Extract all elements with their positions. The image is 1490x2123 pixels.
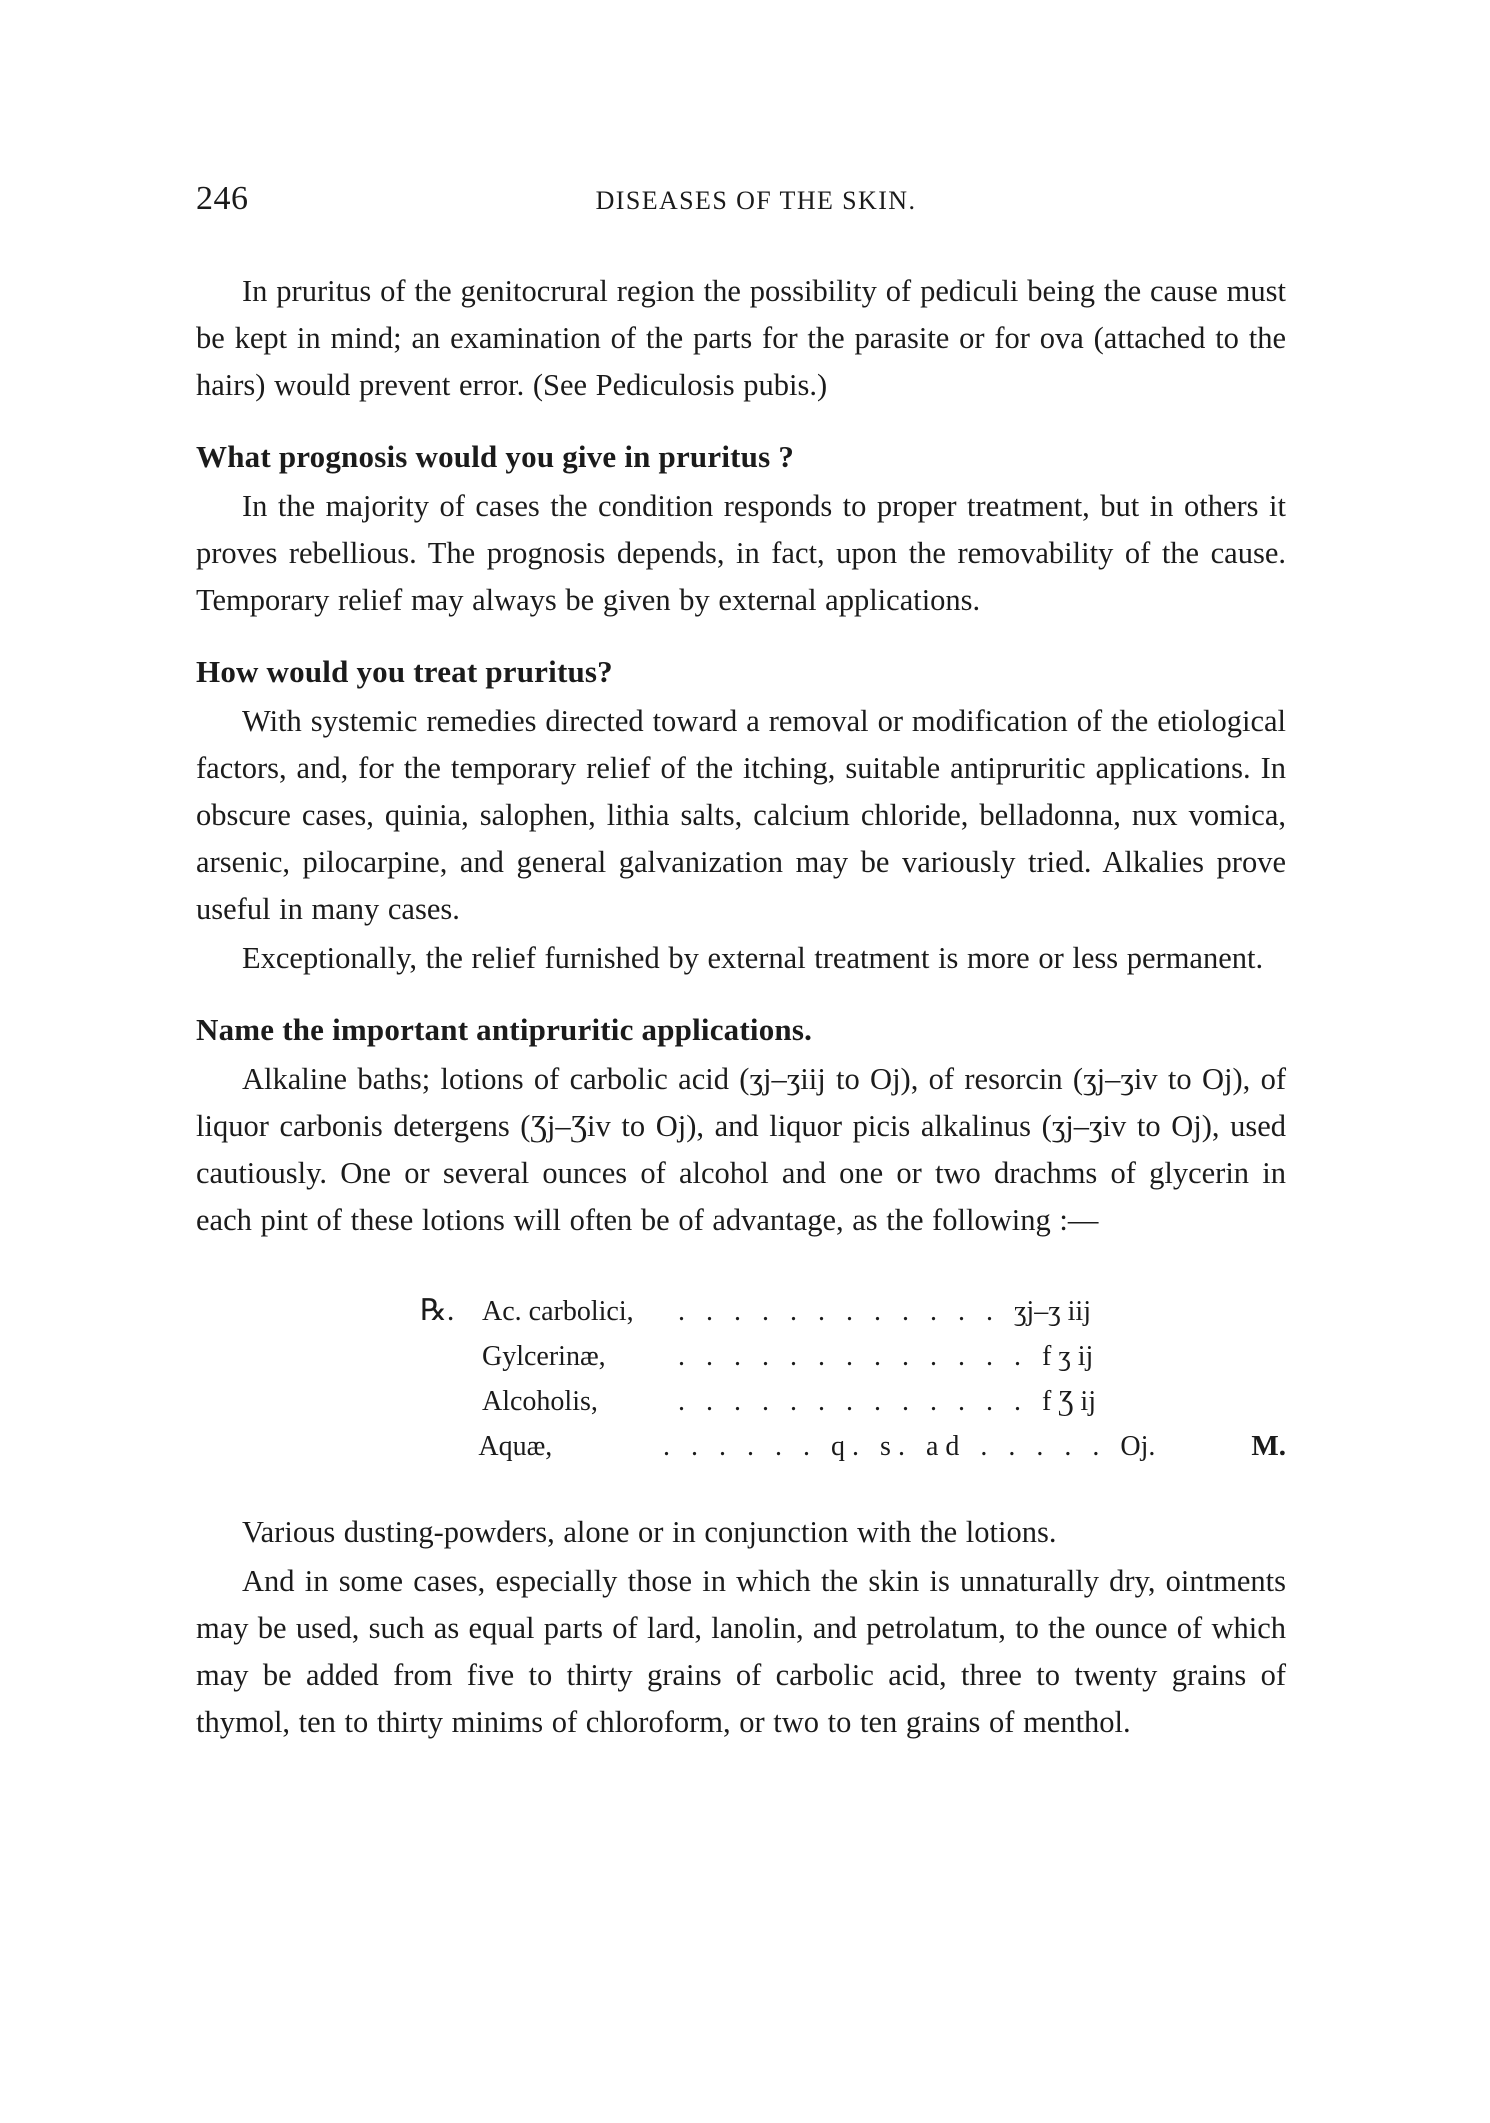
paragraph-pruritus-genitocrural: In pruritus of the genitocrural region the possibility of pediculi being the cause must be kept in mind; an examination of the parts for the parasite or for ova (attached to the hairs) would prevent error. (See Pediculosis pubis.)	[196, 274, 1286, 402]
rx-dose: Oj.	[1120, 1431, 1156, 1462]
prescription-block	[196, 1288, 1286, 1469]
prescription-row	[420, 1288, 1286, 1334]
prescription-row	[420, 1379, 1286, 1424]
rx-leader-dots: . . . . . . . . . . . .	[678, 1296, 1000, 1327]
rx-dose: f ʒ ij	[1042, 1341, 1094, 1372]
running-head: DISEASES OF THE SKIN.	[595, 186, 917, 215]
rx-leader-dots: . . . . . . . . . . . . .	[678, 1386, 1028, 1417]
rx-ingredient: Ac. carbolici,	[482, 1296, 634, 1327]
rx-dose: f Ʒ ij	[1042, 1386, 1096, 1417]
paragraph-treatment-answer: With systemic remedies directed toward a removal or modification of the etiological factors, and, for the temporary relief of the itching, suitable antipruritic applications. In obscure cases, quinia, salophen, lithia salts, calcium chloride, belladonna, nux vomica, arsenic, pilocarpine, and general galvanization may be variously tried. Alkalies prove useful in many cases.	[196, 704, 1286, 926]
question-treatment: How would you treat pruritus?	[196, 654, 613, 689]
rx-ingredient: Gylcerinæ,	[482, 1341, 606, 1372]
paragraph-alkaline-baths: Alkaline baths; lotions of carbolic acid (ʒj–ʒiij to Oj), of resorcin (ʒj–ʒiv to Oj), of liquor carbonis detergens (Ʒj–Ʒiv to Oj), and liquor picis alkalinus (ʒj–ʒiv to Oj), used cautiously. One or several ounces of alcohol and one or two drachms of glycerin in each pint of these lotions will often be of advantage, as the following :—	[196, 1062, 1286, 1237]
paragraph-prognosis-answer: In the majority of cases the condition responds to proper treatment, but in others it proves rebellious. The prognosis depends, in fact, upon the removability of the cause. Temporary relief may always be given by external applications.	[196, 489, 1286, 617]
rx-dose: ʒj–ʒ iij	[1014, 1296, 1091, 1327]
question-prognosis: What prognosis would you give in pruritus ?	[196, 439, 795, 474]
page-content	[196, 180, 1286, 1748]
prescription-row	[420, 1334, 1286, 1379]
question-antipruritic-applications: Name the important antipruritic applications.	[196, 1012, 813, 1047]
page-number: 246	[196, 180, 249, 217]
rx-ingredient: Aquæ,	[478, 1431, 553, 1462]
rx-ingredient: Alcoholis,	[482, 1386, 598, 1417]
rx-leader-dots: . . . . . . q. s. ad . . . . .	[663, 1431, 1107, 1462]
page-header	[196, 180, 1286, 226]
paragraph-ointments: And in some cases, especially those in which the skin is unnaturally dry, ointments may be used, such as equal parts of lard, lanolin, and petrolatum, to the ounce of which may be added from five to thirty grains of carbolic acid, three to twenty grains of thymol, ten to thirty minims of chloroform, or two to ten grains of menthol.	[196, 1564, 1286, 1739]
paragraph-exceptional-relief: Exceptionally, the relief furnished by external treatment is more or less permanent.	[242, 941, 1264, 975]
prescription-row	[420, 1424, 1286, 1469]
rx-leader-dots: . . . . . . . . . . . . .	[678, 1341, 1028, 1372]
paragraph-dusting-powders: Various dusting-powders, alone or in conjunction with the lotions.	[242, 1515, 1057, 1549]
rx-symbol: ℞.	[420, 1294, 455, 1327]
rx-misce-mark: M.	[1251, 1430, 1286, 1462]
